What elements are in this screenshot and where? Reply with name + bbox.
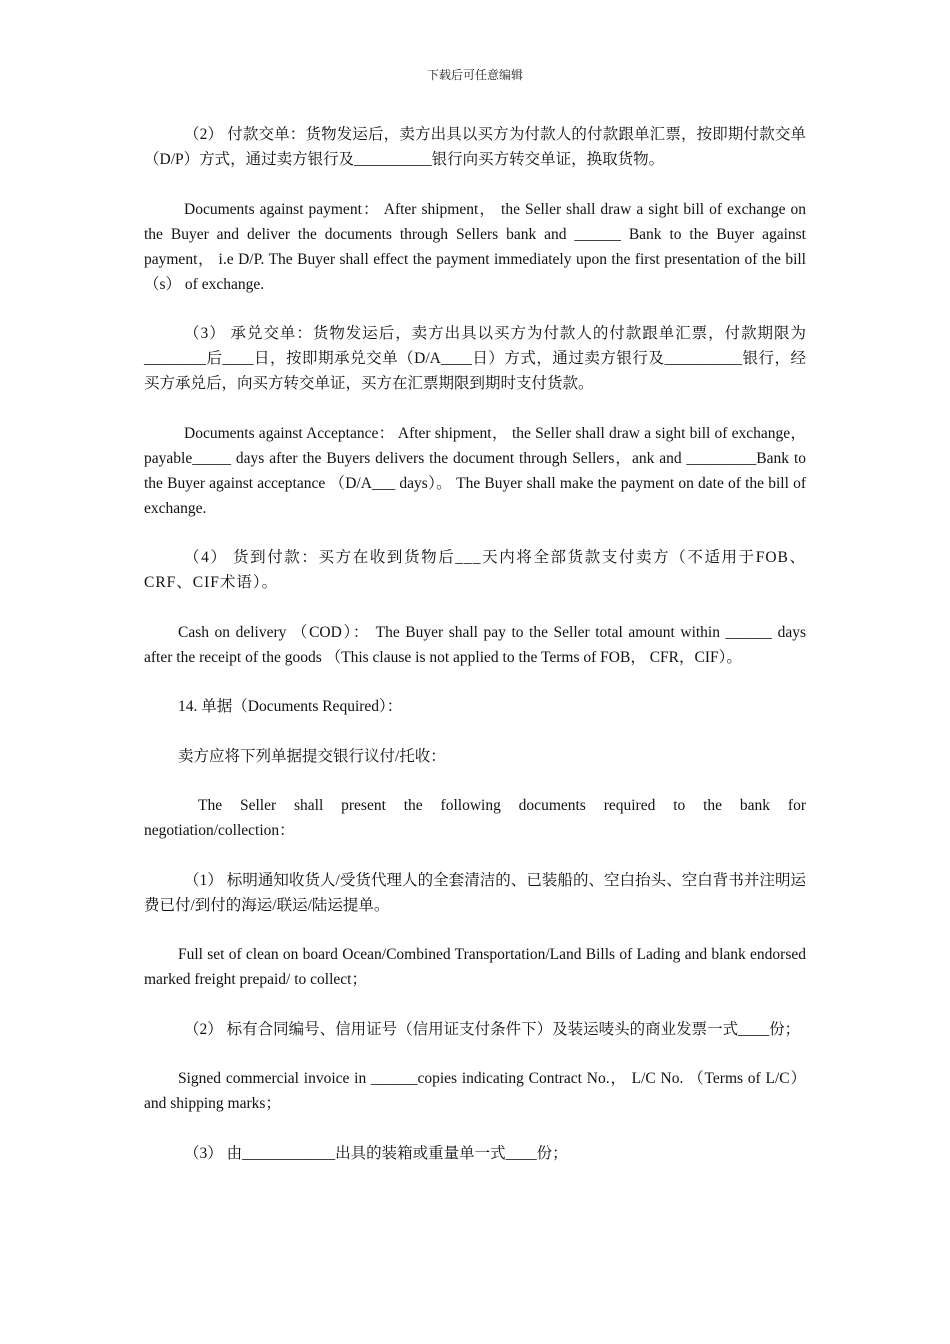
- paragraph-cod-cn: （4） 货到付款：买方在收到货物后___天内将全部货款支付卖方（不适用于FOB、CRF、CIF术语）。: [144, 549, 806, 591]
- paragraph-documents-en: The Seller shall present the following documents required to the bank for negotiation/collection：: [144, 797, 806, 839]
- paragraph-documents-cn: 卖方应将下列单据提交银行议付/托收：: [178, 747, 446, 765]
- paragraph-dp-cn: （2） 付款交单：货物发运后，卖方出具以买方为付款人的付款跟单汇票，按即期付款交单（D/P）方式，通过卖方银行及__________银行向买方转交单证，换取货物。: [144, 126, 806, 168]
- paragraph-da-en: Documents against Acceptance： After shipment， the Seller shall draw a sight bill of exchange， payable_____ days after the Buyers delivers the document through Sellers，ank and _________Bank to the Buyer against acceptance （D/A___ days）。 The Buyer shall make the payment on date of the bill of exchange.: [144, 424, 806, 517]
- paragraph-cod-en: Cash on delivery （COD）： The Buyer shall pay to the Seller total amount within ______ days after the receipt of the goods （This clause is not applied to the Terms of FOB， CFR，CIF）。: [144, 623, 806, 666]
- paragraph-invoice-cn: （2） 标有合同编号、信用证号（信用证支付条件下）及装运唛头的商业发票一式____份；: [184, 1020, 801, 1038]
- paragraph-dp-en: Documents against payment： After shipment， the Seller shall draw a sight bill of exchange on the Buyer and deliver the documents through Sellers bank and ______ Bank to the Buyer against payment， i.e D/P. The Buyer shall effect the payment immediately upon the first presentation of the bill（s） of exchange.: [144, 200, 806, 293]
- paragraph-invoice-en: Signed commercial invoice in ______copies indicating Contract No.， L/C No. （Terms of L/C） and shipping marks；: [144, 1070, 806, 1112]
- paragraph-bl-en: Full set of clean on board Ocean/Combined Transportation/Land Bills of Lading and blank endorsed marked freight prepaid/ to collect；: [144, 946, 806, 988]
- paragraph-da-cn: （3） 承兑交单：货物发运后，卖方出具以买方为付款人的付款跟单汇票，付款期限为________后____日，按即期承兑交单（D/A____日）方式，通过卖方银行及__________银行，经买方承兑后，向买方转交单证，买方在汇票期限到期时支付货款。: [144, 325, 806, 392]
- page-header: 下载后可任意编辑: [426, 68, 523, 82]
- paragraph-packing-cn: （3） 由____________出具的装箱或重量单一式____份；: [184, 1144, 568, 1162]
- section-heading-documents: 14. 单据（Documents Required）：: [178, 698, 403, 715]
- paragraph-bl-cn: （1） 标明通知收货人/受货代理人的全套清洁的、已装船的、空白抬头、空白背书并注明运费已付/到付的海运/联运/陆运提单。: [144, 871, 806, 914]
- document-body: [144, 122, 806, 1190]
